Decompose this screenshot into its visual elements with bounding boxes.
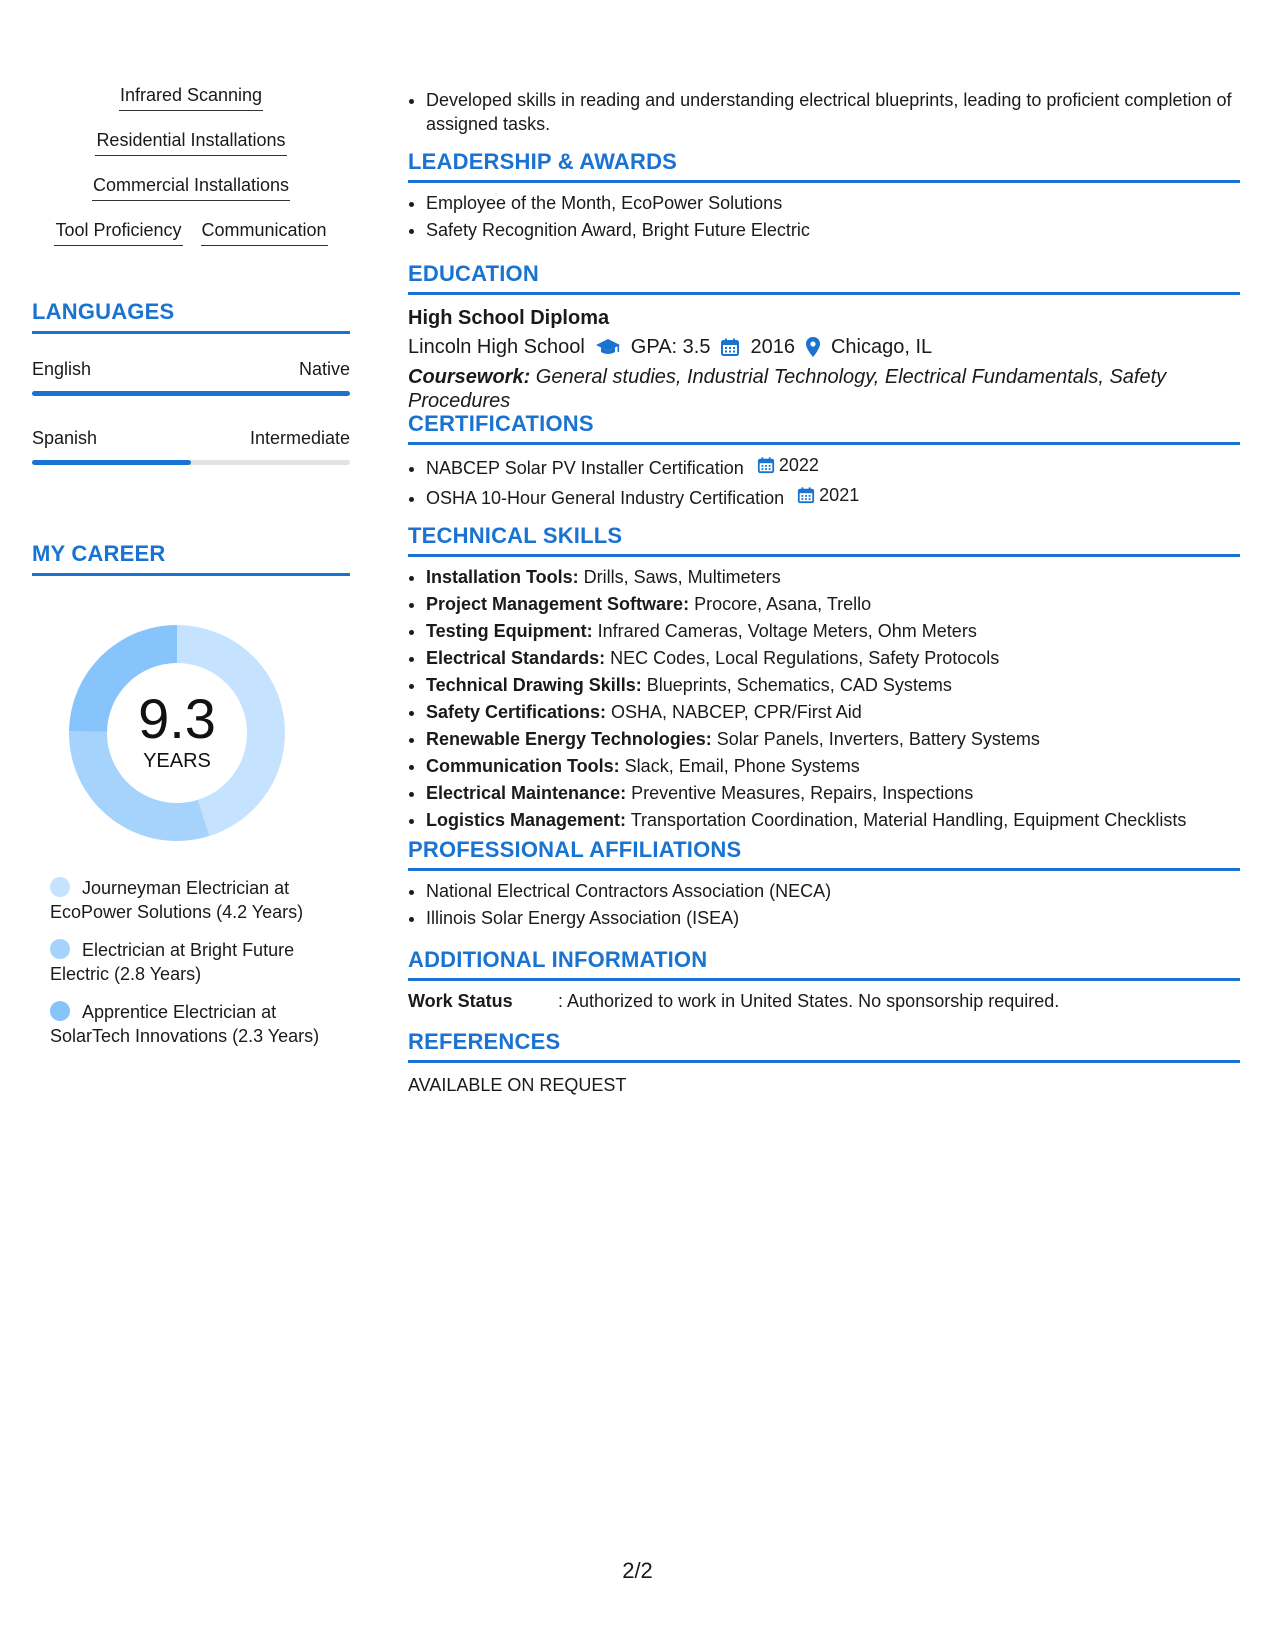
tag-row <box>32 129 350 174</box>
section-title: MY CAREER <box>32 541 166 566</box>
calendar-icon <box>797 486 815 504</box>
degree: High School Diploma <box>408 307 610 329</box>
list-item: • Employee of the Month, EcoPower Solutions <box>426 191 1240 215</box>
skill-item <box>426 592 1240 616</box>
info-row <box>408 989 1240 1013</box>
career-donut <box>64 620 290 846</box>
certification-name: OSHA 10-Hour General Industry Certification <box>426 488 785 508</box>
section-rule <box>408 554 1240 557</box>
skill-item <box>426 565 1240 589</box>
certification-name: NABCEP Solar PV Installer Certification <box>426 458 744 478</box>
section-title: REFERENCES <box>408 1029 561 1054</box>
leadership-section <box>408 148 1240 245</box>
certification-year: 2021 <box>819 485 860 505</box>
list-item: • National Electrical Contractors Association (NECA) <box>426 879 1240 903</box>
language-name: English <box>32 359 92 379</box>
skill-category: Electrical Standards: <box>426 648 606 668</box>
skill-values: Preventive Measures, Repairs, Inspections <box>626 783 974 803</box>
skill-category: Installation Tools: <box>426 567 579 587</box>
section-rule <box>408 978 1240 981</box>
education-meta <box>408 333 1240 361</box>
info-key: Work Status <box>408 991 513 1011</box>
skill-category: Technical Drawing Skills: <box>426 675 642 695</box>
school-name: Lincoln High School <box>408 336 585 358</box>
career-unit: YEARS <box>143 750 211 772</box>
tag-row <box>32 84 350 129</box>
section-title: PROFESSIONAL AFFILIATIONS <box>408 837 742 862</box>
certifications-section <box>408 410 1240 513</box>
language-english <box>32 358 350 396</box>
skill-values: OSHA, NABCEP, CPR/First Aid <box>606 702 862 722</box>
skill-item <box>426 700 1240 724</box>
skill-item <box>426 646 1240 670</box>
coursework <box>408 365 1240 413</box>
legend-dot <box>50 939 70 959</box>
skill-values: Drills, Saws, Multimeters <box>578 567 781 587</box>
section-rule <box>408 868 1240 871</box>
education-section <box>408 260 1240 413</box>
skill-item <box>426 781 1240 805</box>
skill-category: Logistics Management: <box>426 810 627 830</box>
language-name: Spanish <box>32 428 98 448</box>
list-item: • Developed skills in reading and understanding electrical blueprints, leading to proficient completion of assigned tasks. <box>426 88 1240 136</box>
section-rule <box>32 573 350 576</box>
language-bar-fill <box>32 460 191 465</box>
skill-values: Transportation Coordination, Material Handling, Equipment Checklists <box>626 810 1187 830</box>
skill-item <box>426 619 1240 643</box>
experience-continuation <box>408 80 1240 139</box>
skill-category: Electrical Maintenance: <box>426 783 627 803</box>
affiliations-section <box>408 836 1240 933</box>
legend-label: Apprentice Electrician at SolarTech Innovations (2.3 Years) <box>50 1002 320 1046</box>
certification-item <box>426 483 1240 510</box>
skill-category: Safety Certifications: <box>426 702 607 722</box>
graduation-cap-icon <box>595 337 621 357</box>
language-bar <box>32 460 350 465</box>
legend-item <box>50 938 350 986</box>
skill-values: NEC Codes, Local Regulations, Safety Protocols <box>605 648 1000 668</box>
section-title: TECHNICAL SKILLS <box>408 523 623 548</box>
gpa: GPA: 3.5 <box>630 336 711 358</box>
list-item: • Illinois Solar Energy Association (ISEA) <box>426 906 1240 930</box>
skill-tag: Residential Installations <box>95 129 286 156</box>
section-title: CERTIFICATIONS <box>408 411 594 436</box>
skill-item <box>426 727 1240 751</box>
skill-item <box>426 673 1240 697</box>
list-item: • Safety Recognition Award, Bright Future Electric <box>426 218 1240 242</box>
skill-values: Procore, Asana, Trello <box>689 594 872 614</box>
language-bar <box>32 391 350 396</box>
additional-info-section <box>408 946 1240 1013</box>
section-title: ADDITIONAL INFORMATION <box>408 947 708 972</box>
skill-category: Testing Equipment: <box>426 621 593 641</box>
page-number: 2/2 <box>622 1558 653 1583</box>
skill-tag: Communication <box>201 219 328 246</box>
references-section <box>408 1028 1240 1097</box>
legend-label: Journeyman Electrician at EcoPower Solutions (4.2 Years) <box>50 878 304 922</box>
technical-skills-section <box>408 522 1240 835</box>
section-rule <box>32 331 350 334</box>
graduation-year: 2016 <box>750 336 795 358</box>
calendar-icon <box>757 456 775 474</box>
skill-values: Solar Panels, Inverters, Battery Systems <box>711 729 1040 749</box>
coursework-label: Coursework: <box>408 366 531 388</box>
skill-tag: Commercial Installations <box>92 174 290 201</box>
skill-category: Renewable Energy Technologies: <box>426 729 712 749</box>
career-legend <box>50 876 350 1062</box>
skill-category: Project Management Software: <box>426 594 690 614</box>
legend-item <box>50 876 350 924</box>
career-total: 9.3 <box>138 687 216 750</box>
certification-item <box>426 453 1240 480</box>
references-text: AVAILABLE ON REQUEST <box>408 1075 627 1095</box>
skill-values: Slack, Email, Phone Systems <box>619 756 860 776</box>
section-title: LANGUAGES <box>32 299 175 324</box>
language-level: Native <box>298 359 350 379</box>
language-level: Intermediate <box>249 428 350 448</box>
languages-heading <box>32 298 350 334</box>
legend-label: Electrician at Bright Future Electric (2.8 Years) <box>50 940 295 984</box>
skill-category: Communication Tools: <box>426 756 620 776</box>
legend-item <box>50 1000 350 1048</box>
section-title: EDUCATION <box>408 261 539 286</box>
section-rule <box>408 442 1240 445</box>
skill-tag: Tool Proficiency <box>54 219 182 246</box>
calendar-icon <box>720 337 740 357</box>
section-title: LEADERSHIP & AWARDS <box>408 149 678 174</box>
section-rule <box>408 1060 1240 1063</box>
skill-item <box>426 754 1240 778</box>
section-rule <box>408 292 1240 295</box>
coursework-text: General studies, Industrial Technology, Electrical Fundamentals, Safety Procedures <box>408 366 1167 412</box>
skill-item <box>426 808 1240 832</box>
section-rule <box>408 180 1240 183</box>
legend-dot <box>50 1001 70 1021</box>
language-bar-fill <box>32 391 350 396</box>
career-heading <box>32 540 350 576</box>
skill-tags <box>32 84 350 264</box>
certification-year: 2022 <box>778 455 819 475</box>
location-pin-icon <box>805 336 821 358</box>
tag-row <box>32 219 350 264</box>
info-value: : Authorized to work in United States. No sponsorship required. <box>558 991 1060 1011</box>
tag-row <box>32 174 350 219</box>
skill-values: Infrared Cameras, Voltage Meters, Ohm Meters <box>592 621 977 641</box>
skill-values: Blueprints, Schematics, CAD Systems <box>641 675 952 695</box>
legend-dot <box>50 877 70 897</box>
language-spanish <box>32 427 350 465</box>
school-location: Chicago, IL <box>830 336 933 358</box>
skill-tag: Infrared Scanning <box>119 84 263 111</box>
